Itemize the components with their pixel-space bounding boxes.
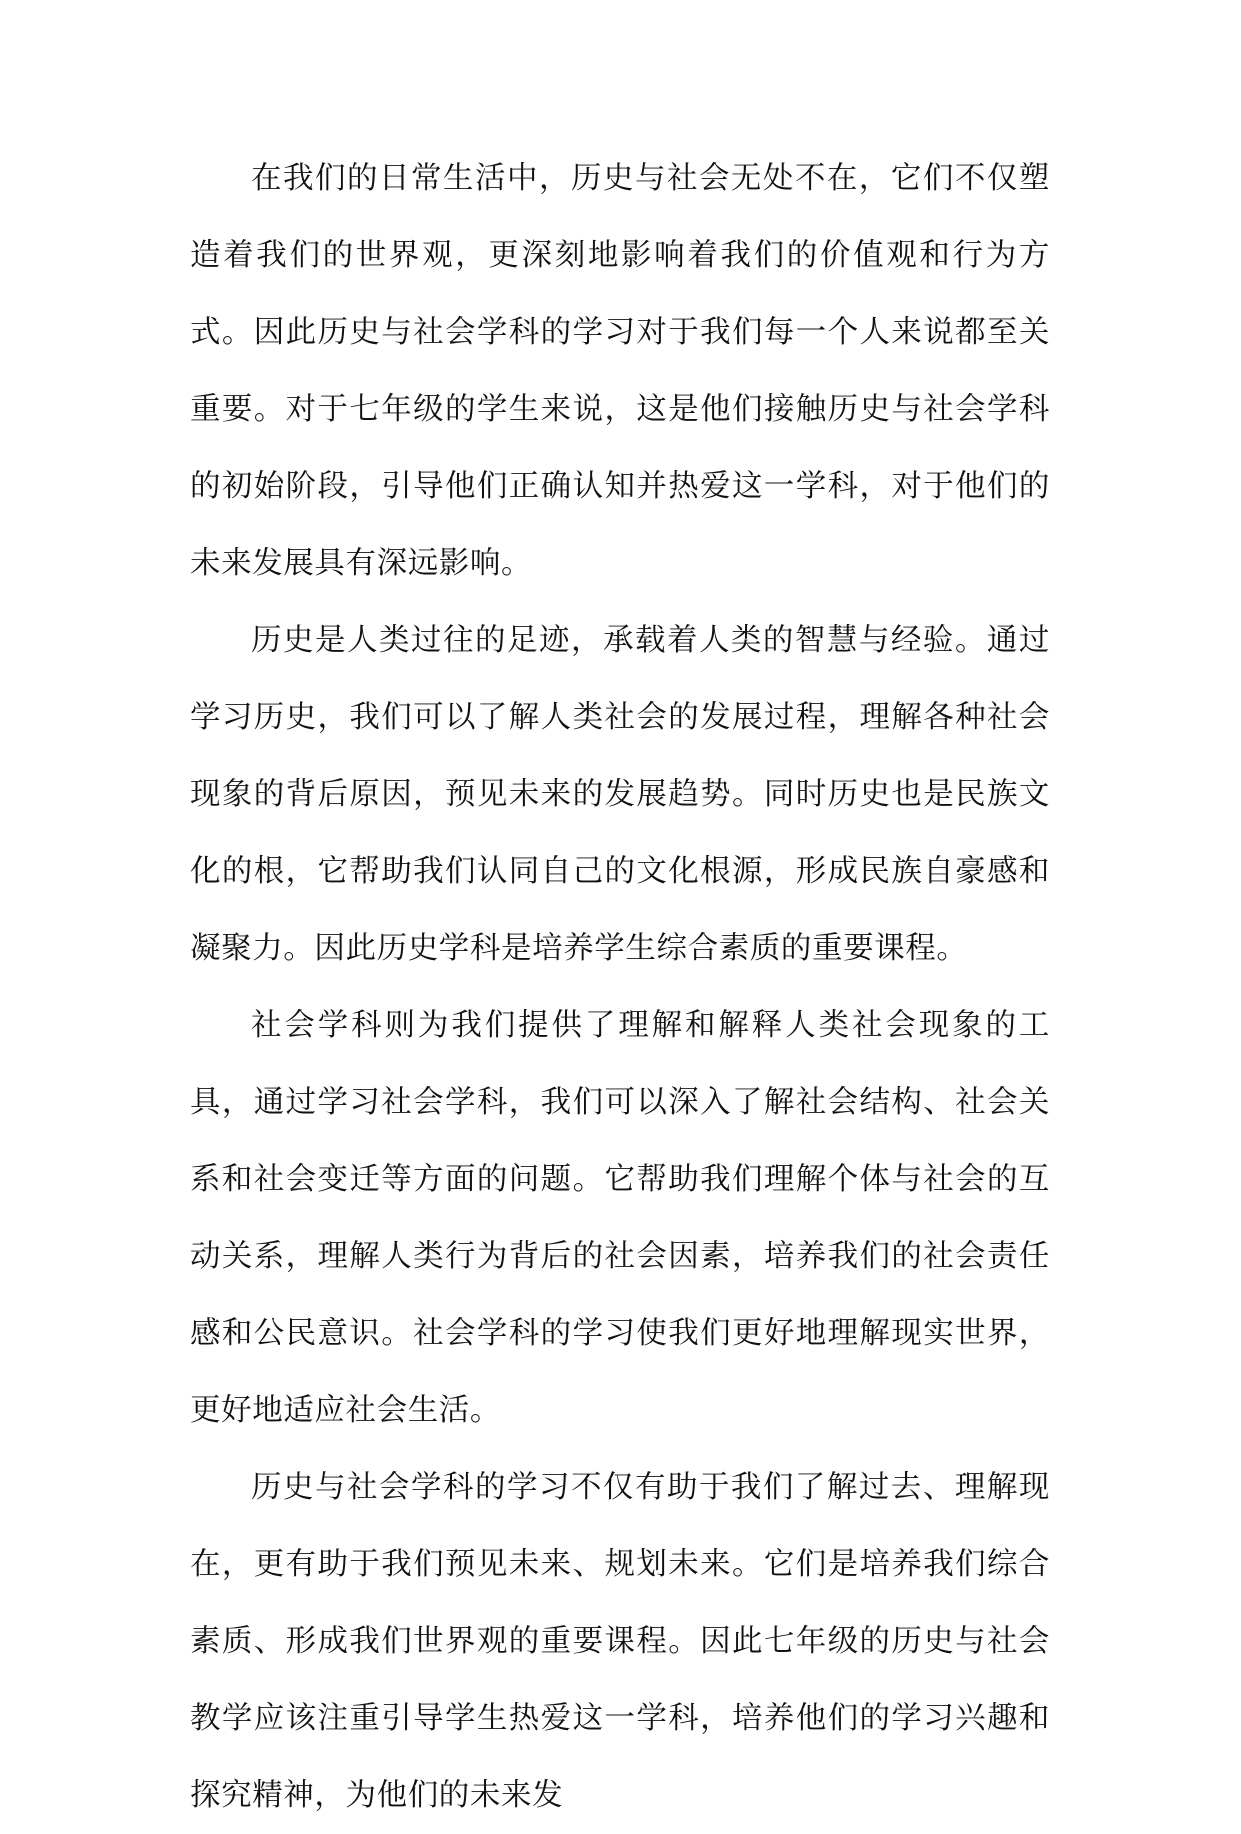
document-body [190, 140, 1050, 1834]
paragraph-1: 在我们的日常生活中，历史与社会无处不在，它们不仅塑造着我们的世界观，更深刻地影响着我们的价值观和行为方式。因此历史与社会学科的学习对于我们每一个人来说都至关重要。对于七年级的学生来说，这是他们接触历史与社会学科的初始阶段，引导他们正确认知并热爱这一学科，对于他们的未来发展具有深远影响。 [190, 161, 1050, 581]
paragraph-3: 社会学科则为我们提供了理解和解释人类社会现象的工具，通过学习社会学科，我们可以深入了解社会结构、社会关系和社会变迁等方面的问题。它帮助我们理解个体与社会的互动关系，理解人类行为背后的社会因素，培养我们的社会责任感和公民意识。社会学科的学习使我们更好地理解现实世界，更好地适应社会生活。 [190, 1008, 1050, 1428]
paragraph-4: 历史与社会学科的学习不仅有助于我们了解过去、理解现在，更有助于我们预见未来、规划未来。它们是培养我们综合素质、形成我们世界观的重要课程。因此七年级的历史与社会教学应该注重引导学生热爱这一学科，培养他们的学习兴趣和探究精神，为他们的未来发 [190, 1470, 1050, 1813]
paragraph-2: 历史是人类过往的足迹，承载着人类的智慧与经验。通过学习历史，我们可以了解人类社会的发展过程，理解各种社会现象的背后原因，预见未来的发展趋势。同时历史也是民族文化的根，它帮助我们认同自己的文化根源，形成民族自豪感和凝聚力。因此历史学科是培养学生综合素质的重要课程。 [190, 623, 1050, 966]
